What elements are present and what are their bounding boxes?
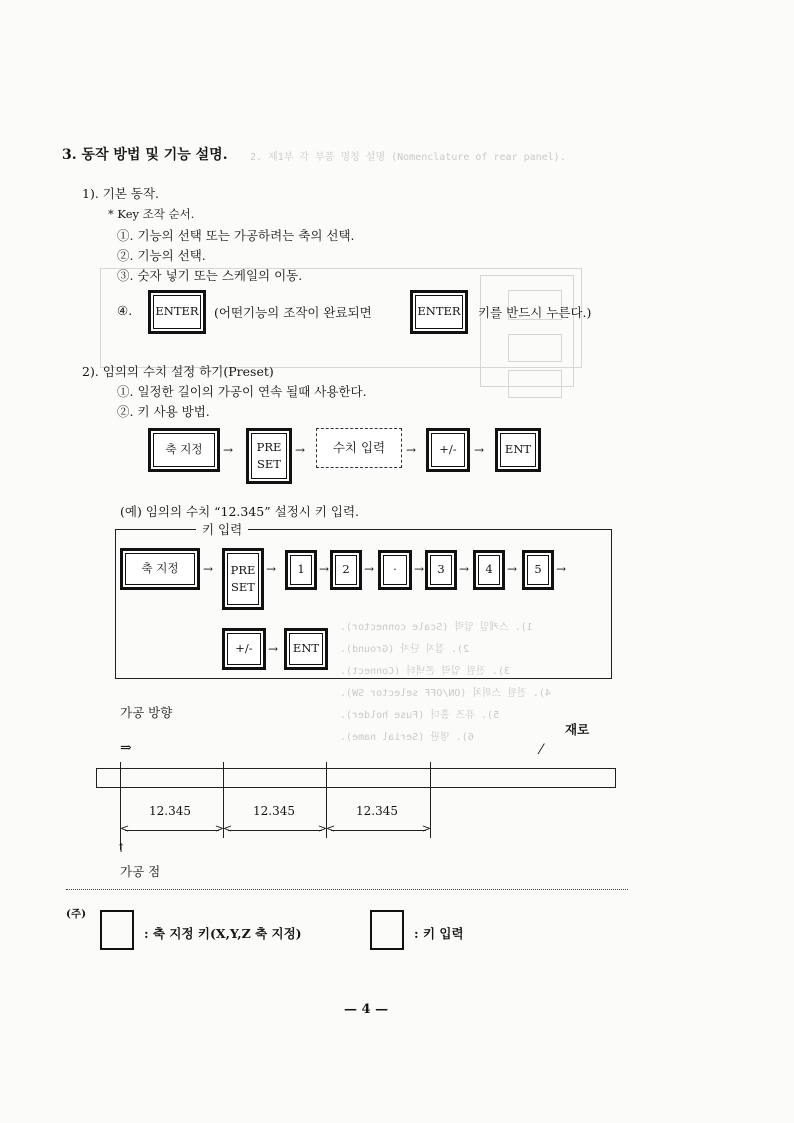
flow-arrow: → xyxy=(459,562,470,576)
digit-key: 2 xyxy=(330,550,362,590)
axis-select-key: 축 지정 xyxy=(148,428,220,472)
flow-arrow: → xyxy=(266,562,277,576)
section-title: 3. 동작 방법 및 기능 설명. xyxy=(62,147,228,163)
legend-key-input-box xyxy=(370,910,404,950)
start-point-label: 가공 점 xyxy=(120,864,161,879)
segment-length: 12.345 xyxy=(356,804,398,818)
preset-key-line2: SET xyxy=(231,580,255,594)
preset-item: ②. 키 사용 방법. xyxy=(117,404,210,419)
basic-step: ①. 기능의 선택 또는 가공하려는 축의 선택. xyxy=(117,228,355,243)
legend-mark: (주) xyxy=(66,908,87,920)
number-input-box: 수치 입력 xyxy=(316,428,402,468)
digit-key: 1 xyxy=(285,550,317,590)
flow-arrow: → xyxy=(406,443,417,457)
segment-dimension-arrow: < > xyxy=(223,822,327,835)
axis-select-key: 축 지정 xyxy=(120,548,200,590)
legend-axis-key-text: : 축 지정 키(X,Y,Z 축 지정) xyxy=(144,926,302,941)
bleed-panel-slot xyxy=(508,370,562,398)
basic-step-text: (어떤기능의 조작이 완료되면 xyxy=(214,305,372,320)
preset-key xyxy=(246,428,292,484)
segment-dimension-arrow: < > xyxy=(326,822,431,835)
direction-arrow-icon: ⇒ xyxy=(120,740,132,756)
start-point-arrow-icon: ↑ xyxy=(116,841,127,855)
preset-heading: 2). 임의의 수치 설정 하기(Preset) xyxy=(82,364,274,379)
flow-arrow: → xyxy=(556,562,567,576)
digit-key: 4 xyxy=(473,550,505,590)
zero-mark-icon: ⁄ xyxy=(540,742,543,758)
decimal-key: · xyxy=(378,550,412,590)
bleed-line: 5). 퓨즈 홀더 (Fuse holder). xyxy=(340,710,500,721)
flow-arrow: → xyxy=(319,562,330,576)
segment-length: 12.345 xyxy=(149,804,191,818)
flow-arrow: → xyxy=(203,562,214,576)
flow-arrow: → xyxy=(507,562,518,576)
preset-key xyxy=(222,548,264,610)
flow-arrow: → xyxy=(223,443,234,457)
scale-bar xyxy=(96,768,616,788)
example-caption: (예) 임의의 수치 “12.345” 설정시 키 입력. xyxy=(120,504,359,519)
basic-step-tail: 키를 반드시 누른다.) xyxy=(478,305,592,320)
bleed-line: 2). 접지 단자 (Ground). xyxy=(340,644,469,655)
bleed-panel-slot xyxy=(508,334,562,362)
segment-dimension-arrow: < > xyxy=(120,822,224,835)
flow-arrow: → xyxy=(295,443,306,457)
basic-note: * Key 조작 순서. xyxy=(108,207,195,221)
preset-key-line2: SET xyxy=(257,457,281,471)
bleed-title: 2. 제1부 각 부품 명칭 설명 (Nomenclature of rear panel). xyxy=(250,152,566,163)
segment-length: 12.345 xyxy=(253,804,295,818)
ent-key: ENT xyxy=(495,428,541,472)
basic-step-number: ④. xyxy=(117,303,133,318)
ent-key: ENT xyxy=(284,628,328,670)
basic-step: ③. 숫자 넣기 또는 스케일의 이동. xyxy=(117,268,303,283)
enter-key: ENTER xyxy=(148,290,206,334)
tick-line xyxy=(120,762,121,850)
flow-arrow: → xyxy=(414,562,425,576)
bleed-line: 3). 전원 입력 콘넥터 (Connect). xyxy=(340,666,510,677)
example-group-label: 키 입력 xyxy=(196,520,248,538)
legend-axis-key-box xyxy=(100,910,134,950)
page-number: — 4 — xyxy=(344,1002,389,1017)
bleed-line: 4). 전원 스위치 (ON/OFF selector SW). xyxy=(340,688,551,699)
bleed-line: 6). 명판 (Serial name). xyxy=(340,732,474,743)
legend-key-input-text: : 키 입력 xyxy=(414,926,464,941)
enter-key: ENTER xyxy=(410,290,468,334)
sign-key: +/- xyxy=(222,628,266,670)
sign-key: +/- xyxy=(426,428,470,472)
preset-item: ①. 일정한 길이의 가공이 연속 될때 사용한다. xyxy=(117,384,367,399)
separator xyxy=(66,889,628,890)
flow-arrow: → xyxy=(364,562,375,576)
digit-key: 3 xyxy=(425,550,457,590)
flow-arrow: → xyxy=(268,642,279,656)
preset-key-line1: PRE xyxy=(256,439,282,454)
zero-label: 재로 xyxy=(565,722,590,737)
bleed-line: 1). 스케일 입력 (Scale connector). xyxy=(340,622,533,633)
flow-arrow: → xyxy=(474,443,485,457)
basic-heading: 1). 기본 동작. xyxy=(82,186,160,201)
preset-key-line1: PRE xyxy=(230,562,256,577)
basic-step: ②. 기능의 선택. xyxy=(117,248,206,263)
digit-key: 5 xyxy=(522,550,554,590)
direction-label: 가공 방향 xyxy=(120,705,173,720)
